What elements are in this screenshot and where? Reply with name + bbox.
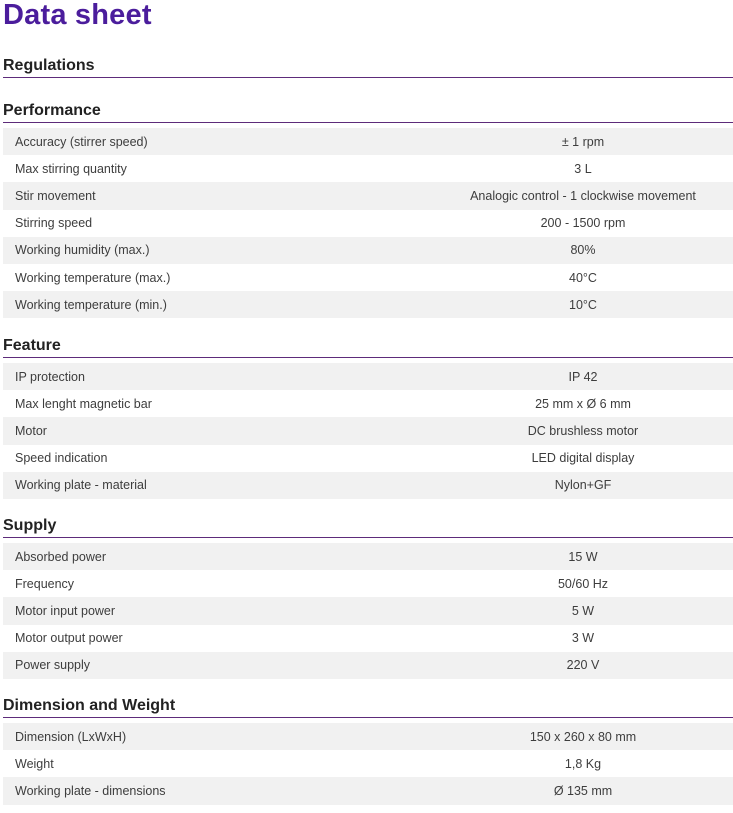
spec-label: Motor output power xyxy=(15,631,123,646)
spec-label: IP protection xyxy=(15,369,85,384)
spec-label: Max lenght magnetic bar xyxy=(15,396,152,411)
spec-label: Power supply xyxy=(15,658,91,673)
spec-row xyxy=(3,750,733,777)
spec-row xyxy=(3,291,733,318)
spec-row xyxy=(3,723,733,750)
section-supply xyxy=(3,516,733,679)
spec-label: Stirring speed xyxy=(15,216,93,231)
spec-value: 200 - 1500 rpm xyxy=(540,216,626,231)
spec-value: 5 W xyxy=(571,603,595,618)
spec-table xyxy=(3,543,733,679)
spec-label: Motor input power xyxy=(15,603,116,618)
section-heading: Feature xyxy=(3,336,733,358)
spec-row xyxy=(3,237,733,264)
spec-label: Frequency xyxy=(15,576,75,591)
page-title: Data sheet xyxy=(3,0,152,31)
section-heading: Regulations xyxy=(3,56,733,78)
spec-label: Motor xyxy=(15,423,47,438)
spec-value: 40°C xyxy=(569,270,597,285)
spec-value: 10°C xyxy=(569,297,597,312)
section-performance xyxy=(3,101,733,318)
spec-label: Working humidity (max.) xyxy=(15,243,150,258)
spec-row xyxy=(3,625,733,652)
spec-value: IP 42 xyxy=(568,369,598,384)
spec-label: Working temperature (max.) xyxy=(15,270,171,285)
spec-value: 1,8 Kg xyxy=(564,756,602,771)
spec-label: Working temperature (min.) xyxy=(15,297,167,312)
spec-label: Speed indication xyxy=(15,451,108,466)
spec-row xyxy=(3,390,733,417)
section-feature xyxy=(3,336,733,499)
spec-label: Working plate - material xyxy=(15,478,147,493)
spec-row xyxy=(3,264,733,291)
spec-label: Absorbed power xyxy=(15,549,107,564)
spec-row xyxy=(3,182,733,209)
spec-value: 15 W xyxy=(568,549,598,564)
spec-row xyxy=(3,570,733,597)
spec-value: 25 mm x Ø 6 mm xyxy=(535,396,631,411)
spec-value: 3 L xyxy=(574,161,592,176)
spec-value: DC brushless motor xyxy=(527,423,639,438)
spec-label: Max stirring quantity xyxy=(15,161,127,176)
spec-value: 80% xyxy=(570,243,596,258)
section-dimension-weight xyxy=(3,696,733,805)
section-heading: Supply xyxy=(3,516,733,538)
spec-label: Accuracy (stirrer speed) xyxy=(15,134,148,149)
spec-row xyxy=(3,543,733,570)
section-heading: Dimension and Weight xyxy=(3,696,733,718)
spec-row xyxy=(3,652,733,679)
spec-value: 50/60 Hz xyxy=(557,576,609,591)
spec-label: Weight xyxy=(15,756,54,771)
spec-label: Working plate - dimensions xyxy=(15,783,166,798)
spec-value: LED digital display xyxy=(531,451,635,466)
spec-row xyxy=(3,155,733,182)
section-heading: Performance xyxy=(3,101,733,123)
spec-row xyxy=(3,210,733,237)
spec-value: Ø 135 mm xyxy=(553,783,613,798)
spec-row xyxy=(3,777,733,804)
spec-value: 3 W xyxy=(571,631,595,646)
spec-label: Dimension (LxWxH) xyxy=(15,729,127,744)
spec-value: 220 V xyxy=(566,658,600,673)
spec-row xyxy=(3,417,733,444)
spec-row xyxy=(3,472,733,499)
spec-value: ± 1 rpm xyxy=(561,134,605,149)
spec-row xyxy=(3,363,733,390)
spec-label: Stir movement xyxy=(15,188,96,203)
spec-row xyxy=(3,445,733,472)
spec-value: 150 x 260 x 80 mm xyxy=(529,729,637,744)
spec-value: Analogic control - 1 clockwise movement xyxy=(470,188,696,203)
section-regulations xyxy=(3,56,733,78)
spec-row xyxy=(3,128,733,155)
spec-value: Nylon+GF xyxy=(554,478,612,493)
spec-table xyxy=(3,363,733,499)
spec-table xyxy=(3,128,733,318)
spec-table xyxy=(3,723,733,805)
spec-row xyxy=(3,597,733,624)
